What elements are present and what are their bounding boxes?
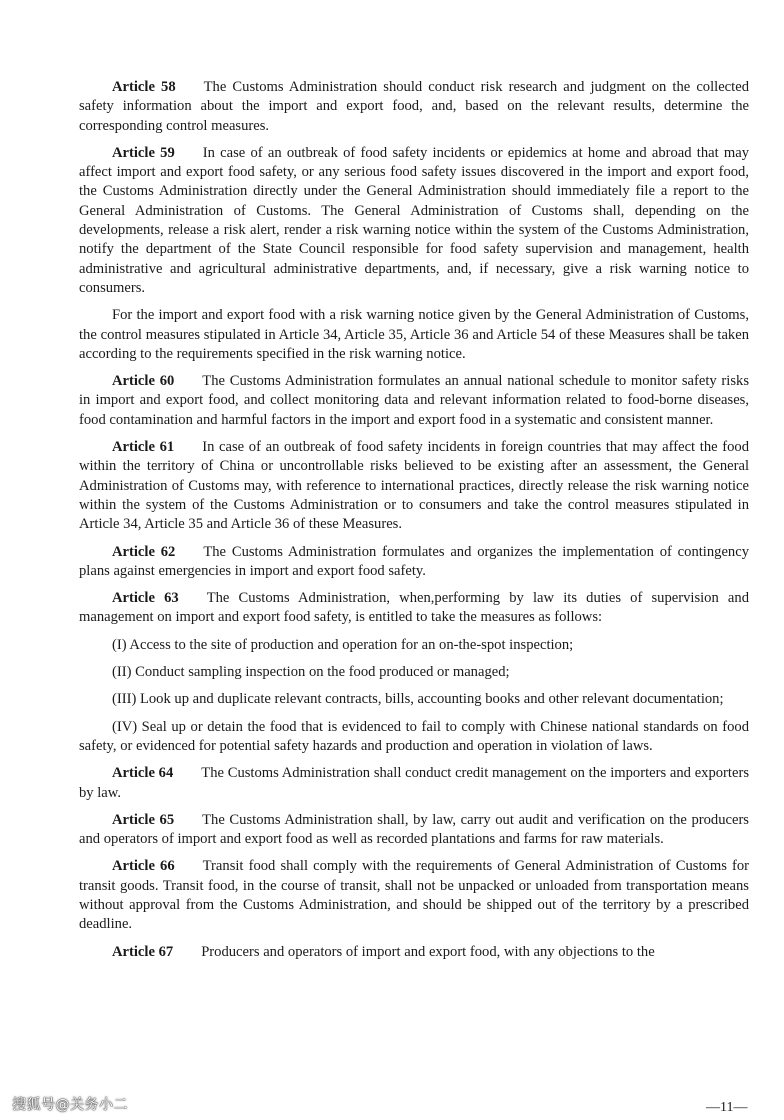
article-63-item-3 <box>79 690 749 709</box>
article-text: The Customs Administration formulates and organizes the implementation of contingency plans against emergencies in import and export food safety. <box>79 543 749 579</box>
paragraph-text: For the import and export food with a risk warning notice given by the General Administration of Customs, the control measures stipulated in Article 34, Article 35, Article 36 and Article 54 of these Measures shall be taken according to the requirements specified in the risk warning notice. <box>79 307 749 362</box>
article-58-paragraph <box>79 78 749 136</box>
list-item-text: (II) Conduct sampling inspection on the food produced or managed; <box>112 664 510 681</box>
article-63-item-2 <box>79 663 749 682</box>
document-body <box>79 78 749 970</box>
article-number: Article 62 <box>112 543 176 560</box>
article-text: The Customs Administration, when,performing by law its duties of supervision and management on import and export food safety, is entitled to take the measures as follows: <box>79 590 750 626</box>
article-number: Article 65 <box>112 811 175 828</box>
article-63-item-4 <box>79 718 749 757</box>
article-60-paragraph <box>79 372 749 430</box>
article-text: In case of an outbreak of food safety incidents or epidemics at home and abroad that may affect import and export food safety, or any serious food safety issues discovered in the import and export food, the Customs Administration directly under the General Administration should immediately file a report to the General Administration of Customs. The General Administration of Customs shall, depending on the developments, release a risk alert, render a risk warning notice within the system of the Customs Administration, notify the department of the State Council responsible for food safety supervision and management, health administrative and agricultural administrative departments, and, if necessary, give a risk warning notice to consumers. <box>79 144 750 296</box>
article-number: Article 64 <box>112 765 174 782</box>
article-66-paragraph <box>79 857 749 934</box>
article-number: Article 67 <box>112 943 174 960</box>
article-text: The Customs Administration shall conduct credit management on the importers and exporters by law. <box>79 765 749 801</box>
article-59-paragraph <box>79 144 749 298</box>
article-number: Article 63 <box>112 590 179 607</box>
article-65-paragraph <box>79 811 749 850</box>
article-59-continuation-paragraph <box>79 306 749 364</box>
article-text: Transit food shall comply with the requirements of General Administration of Customs for transit goods. Transit food, in the course of transit, shall not be unpacked or unloaded from transportation means without approval from the Customs Administration, and should be shipped out of the territory by a prescribed deadline. <box>79 858 749 933</box>
list-item-text: (III) Look up and duplicate relevant contracts, bills, accounting books and other relevant documentation; <box>112 691 724 708</box>
article-text: The Customs Administration should conduct risk research and judgment on the collected safety information about the import and export food, and, based on the relevant results, determine the corresponding control measures. <box>79 79 749 134</box>
article-number: Article 66 <box>112 858 175 875</box>
watermark: 搜狐号@关务小二 <box>12 1097 128 1113</box>
page-number: —11— <box>706 1100 748 1115</box>
article-number: Article 58 <box>112 79 176 95</box>
article-63-paragraph <box>79 589 749 628</box>
article-62-paragraph <box>79 543 749 582</box>
article-number: Article 60 <box>112 373 175 390</box>
article-67-paragraph <box>79 943 749 962</box>
article-text: The Customs Administration formulates an annual national schedule to monitor safety risks in import and export food, and collect monitoring data and relevant information related to food-borne diseases, food contamination and harmful factors in the import and export food in a systematic and consistent manner. <box>79 373 750 428</box>
article-63-item-1 <box>79 636 749 655</box>
list-item-text: (I) Access to the site of production and operation for an on-the-spot inspection; <box>112 636 574 653</box>
list-item-text: (IV) Seal up or detain the food that is evidenced to fail to comply with Chinese national standards on food safety, or evidenced for potential safety hazards and production and operation in violation of laws. <box>79 718 749 754</box>
article-number: Article 61 <box>112 439 175 456</box>
article-61-paragraph <box>79 438 749 534</box>
article-text: Producers and operators of import and export food, with any objections to the <box>201 943 655 960</box>
article-64-paragraph <box>79 764 749 803</box>
article-text: The Customs Administration shall, by law, carry out audit and verification on the producers and operators of import and export food as well as recorded plantations and farms for raw materials. <box>79 811 749 848</box>
article-number: Article 59 <box>112 144 175 161</box>
article-text: In case of an outbreak of food safety incidents in foreign countries that may affect the food within the territory of China or uncontrollable risks believed to be existing after an assessment, the General Administration of Customs may, with reference to international practices, directly release the risk warning notice within the system of the Customs Administration or to consumers and take the control measures stipulated in Article 34, Article 35 and Article 36 of these Measures. <box>79 439 749 533</box>
